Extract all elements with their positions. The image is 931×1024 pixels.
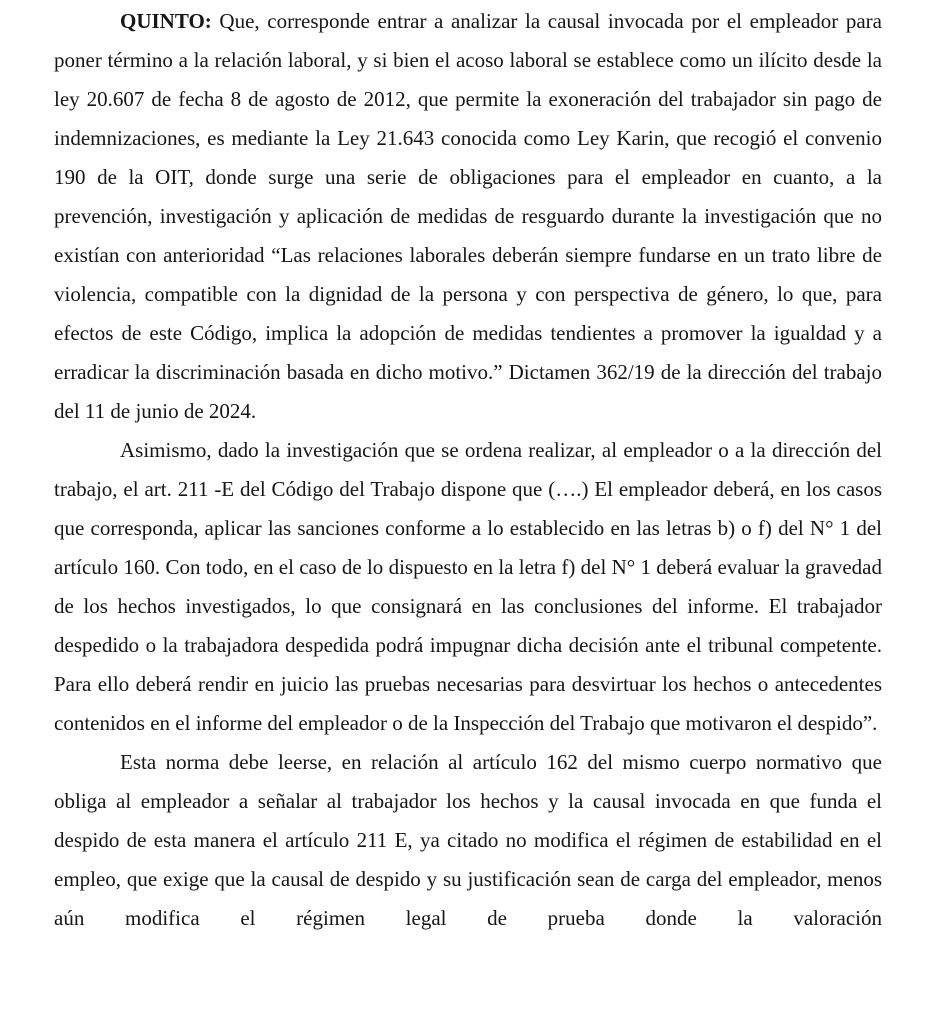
document-body bbox=[54, 2, 882, 938]
paragraph-esta-norma: Esta norma debe leerse, en relación al artículo 162 del mismo cuerpo normativo que obliga al empleador a señalar al trabajador los hechos y la causal invocada en que funda el despido de esta manera el artículo 211 E, ya citado no modifica el régimen de estabilidad en el empleo, que exige que la causal de despido y su justificación sean de carga del empleador, menos aún modifica el régimen legal de prueba donde la valoración bbox=[54, 750, 882, 930]
paragraph-heading: QUINTO: bbox=[120, 9, 212, 33]
paragraph-text: Que, corresponde entrar a analizar la causal invocada por el empleador para poner término a la relación laboral, y si bien el acoso laboral se establece como un ilícito desde la ley 20.607 de fecha 8 de agosto de 2012, que permite la exoneración del trabajador sin pago de indemnizaciones, es mediante la Ley 21.643 conocida como Ley Karin, que recogió el convenio 190 de la OIT, donde surge una serie de obligaciones para el empleador en cuanto, a la prevención, investigación y aplicación de medidas de resguardo durante la investigación que no existían con anterioridad “Las relaciones laborales deberán siempre fundarse en un trato libre de violencia, compatible con la dignidad de la persona y con perspectiva de género, lo que, para efectos de este Código, implica la adopción de medidas tendientes a promover la igualdad y a erradicar la discriminación basada en dicho motivo.” Dictamen 362/19 de la dirección del trabajo del 11 de junio de 2024. bbox=[54, 9, 882, 423]
paragraph-asimismo: Asimismo, dado la investigación que se ordena realizar, al empleador o a la dirección del trabajo, el art. 211 -E del Código del Trabajo dispone que (….) El empleador deberá, en los casos que corresponda, aplicar las sanciones conforme a lo establecido en las letras b) o f) del N° 1 del artículo 160. Con todo, en el caso de lo dispuesto en la letra f) del N° 1 deberá evaluar la gravedad de los hechos investigados, lo que consignará en las conclusiones del informe. El trabajador despedido o la trabajadora despedida podrá impugnar dicha decisión ante el tribunal competente. Para ello deberá rendir en juicio las pruebas necesarias para desvirtuar los hechos o antecedentes contenidos en el informe del empleador o de la Inspección del Trabajo que motivaron el despido”. bbox=[54, 438, 882, 735]
paragraph-quinto bbox=[54, 2, 882, 431]
